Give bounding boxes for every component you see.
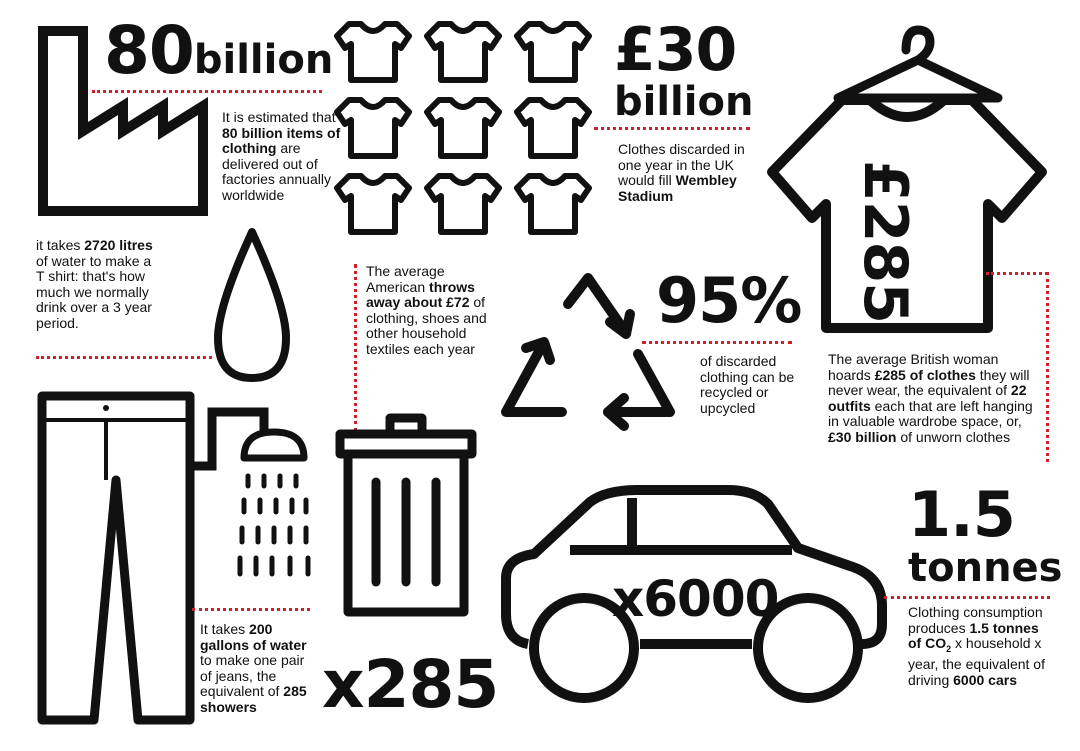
jeans-icon — [36, 390, 196, 726]
water-drop-icon — [212, 226, 292, 386]
stat-95-value: 95% — [656, 264, 802, 337]
tshirt-icon — [427, 100, 499, 156]
divider-dots — [884, 596, 1050, 599]
car-label: x6000 — [612, 570, 779, 628]
tshirt-icon — [337, 100, 409, 156]
divider-dots — [192, 608, 310, 611]
shower-head-icon — [238, 424, 310, 464]
divider-dots — [1046, 272, 1049, 462]
divider-dots — [354, 264, 357, 432]
stat-car-value-line1: 1.5 — [908, 478, 1015, 551]
stat-water-description: it takes 2720 litres of water to make a T shirt: that's how much we normally drink over a 3 year period. — [36, 237, 153, 331]
stat-285-value: £285 — [850, 160, 920, 323]
stat-30-line2: billion — [614, 79, 754, 125]
stat-car-description: Clothing consumption produces 1.5 tonnes of $CO_2$ x household x year, the equivalent of driving 6000 cars — [908, 604, 1045, 688]
stat-30-line1: £30 — [614, 15, 737, 85]
stat-jeans-description: It takes 200 gallons of water to make one pair of jeans, the equivalent of 285 showers — [200, 621, 307, 715]
recycle-icon — [498, 270, 678, 440]
stat-car-value-line2: tonnes — [908, 545, 1063, 591]
stat-jeans-multiplier: x285 — [322, 646, 499, 723]
stat-80-value — [104, 12, 334, 89]
divider-dots — [594, 127, 750, 130]
tshirt-icon — [337, 24, 409, 80]
stat-american-description: The average American throws away about £72 of clothing, shoes and other household textiles each year — [366, 263, 487, 357]
tshirt-icon — [427, 176, 499, 232]
stat-285-description: The average British woman hoards £285 of clothes they will never wear, the equivalent of 22 outfits each that are left hanging in valuable wardrobe space, or, £30 billion of unworn clothes — [828, 351, 1033, 445]
tshirt-icon — [517, 176, 589, 232]
divider-dots — [642, 341, 792, 344]
stat-95-description: of discarded clothing can be recycled or upcycled — [700, 353, 795, 416]
stat-80-description: It is estimated that 80 billion items of clothing are delivered out of factories annually worldwide — [222, 109, 341, 203]
divider-dots — [36, 356, 212, 359]
shower-water-drops — [232, 470, 316, 600]
divider-dots — [92, 90, 322, 93]
divider-dots — [986, 272, 1048, 275]
tshirt-icon — [337, 176, 409, 232]
trash-can-icon — [334, 410, 478, 620]
stat-80-unit: billion — [193, 37, 334, 83]
tshirt-icon — [517, 100, 589, 156]
stat-30-description: Clothes discarded in one year in the UK would fill Wembley Stadium — [618, 141, 745, 204]
tshirt-icon — [427, 24, 499, 80]
tshirt-grid — [333, 20, 593, 240]
stat-80-number: 80 — [104, 12, 194, 89]
tshirt-icon — [517, 24, 589, 80]
